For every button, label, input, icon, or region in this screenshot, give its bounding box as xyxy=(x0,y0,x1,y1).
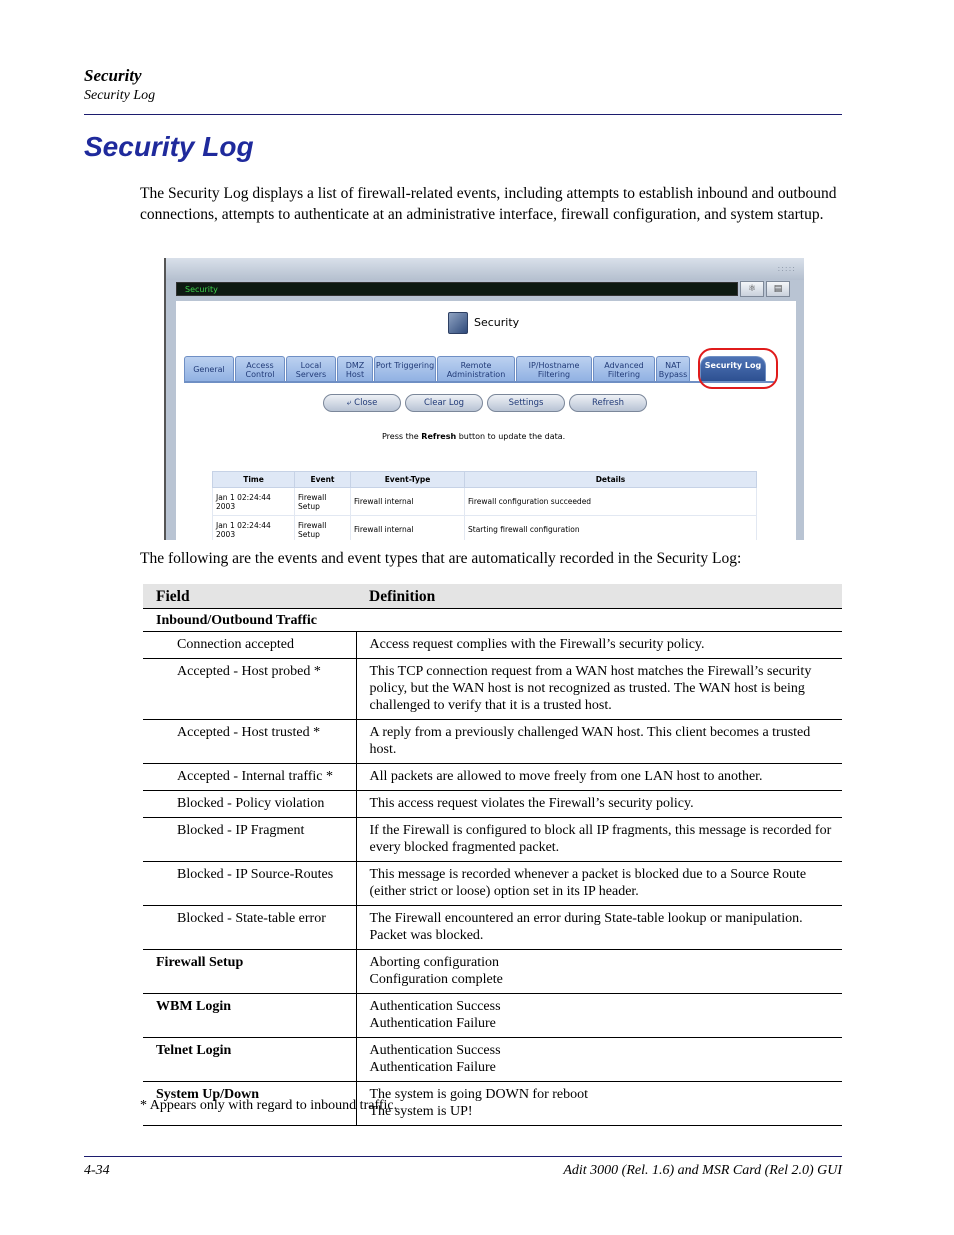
definition-cell: A reply from a previously challenged WAN host. This client becomes a trusted host. xyxy=(356,719,842,763)
table-row xyxy=(143,949,842,993)
definition-line: Authentication Success xyxy=(369,998,501,1014)
tab-access-control[interactable]: Access Control xyxy=(235,356,285,382)
definition-cell: All packets are allowed to move freely from one LAN host to another. xyxy=(356,763,842,790)
security-icon xyxy=(448,312,468,334)
grip-icon: ::::: xyxy=(777,264,796,273)
close-button-label: Close xyxy=(354,398,378,408)
field-cell: Accepted - Host probed * xyxy=(143,658,356,719)
definition-cell: This message is recorded whenever a packet is blocked due to a Source Route (either strict or loose) option set in its IP header. xyxy=(356,861,842,905)
table-row xyxy=(143,608,842,631)
running-header-section: Security xyxy=(84,66,142,85)
hint-text-2: button to update the data. xyxy=(456,432,566,441)
close-button[interactable]: ⤶ Close xyxy=(323,394,401,412)
definition-line: The system is UP! xyxy=(369,1103,473,1119)
table-row xyxy=(143,658,842,719)
log-cell-event: Firewall Setup xyxy=(295,516,351,541)
log-cell-event-type: Firewall internal xyxy=(351,516,465,541)
field-cell: Firewall Setup xyxy=(143,949,356,993)
screenshot-heading-label: Security xyxy=(474,316,520,329)
document-title: Adit 3000 (Rel. 1.6) and MSR Card (Rel 2.0) GUI xyxy=(563,1163,842,1178)
window-frame-top xyxy=(166,258,804,280)
log-row xyxy=(213,516,757,541)
field-cell: Blocked - IP Source-Routes xyxy=(143,861,356,905)
footer-rule xyxy=(84,1156,842,1157)
definition-cell xyxy=(356,1081,842,1125)
window-title: Security xyxy=(185,285,218,294)
tab-nat-bypass[interactable]: NAT Bypass xyxy=(656,356,690,382)
definition-line: The system is going DOWN for reboot xyxy=(369,1086,589,1102)
field-cell: Blocked - IP Fragment xyxy=(143,817,356,861)
definition-cell xyxy=(356,1037,842,1081)
col-definition: Definition xyxy=(356,584,842,608)
hint-text-bold: Refresh xyxy=(421,432,457,441)
field-cell: Accepted - Internal traffic * xyxy=(143,763,356,790)
tab-general[interactable]: General xyxy=(184,356,234,382)
log-cell-event-type: Firewall internal xyxy=(351,488,465,516)
tab-ip-hostname-filtering[interactable]: IP/Hostname Filtering xyxy=(516,356,592,382)
tab-security-log[interactable]: Security Log xyxy=(700,356,766,382)
page-number: 4-34 xyxy=(84,1163,110,1178)
refresh-hint xyxy=(382,432,565,441)
log-cell-details: Firewall configuration succeeded xyxy=(465,488,757,516)
refresh-button[interactable]: Refresh xyxy=(569,394,647,412)
network-map-icon[interactable]: ⚛ xyxy=(740,281,764,297)
definition-cell: Access request complies with the Firewall’s security policy. xyxy=(356,631,842,658)
definition-cell: This access request violates the Firewall’s security policy. xyxy=(356,790,842,817)
definition-line: Authentication Success xyxy=(369,1042,501,1058)
table-row xyxy=(143,763,842,790)
page-title: Security Log xyxy=(84,131,254,162)
definition-cell: This TCP connection request from a WAN host matches the Firewall’s security policy, but the WAN host is not recognized as trusted. The WAN host is being challenged to verify that it is a trusted host. xyxy=(356,658,842,719)
definition-cell: The Firewall encountered an error during State-table lookup or manipulation. Packet was blocked. xyxy=(356,905,842,949)
definition-line: Configuration complete xyxy=(369,971,503,987)
screenshot-heading xyxy=(448,311,519,335)
field-cell: Accepted - Host trusted * xyxy=(143,719,356,763)
field-cell: WBM Login xyxy=(143,993,356,1037)
col-field: Field xyxy=(143,584,356,608)
definition-cell xyxy=(356,949,842,993)
window-title-bar xyxy=(176,282,738,296)
group-heading: Inbound/Outbound Traffic xyxy=(143,608,842,631)
log-cell-time: Jan 1 02:24:44 2003 xyxy=(213,516,295,541)
definition-cell xyxy=(356,993,842,1037)
table-row xyxy=(143,817,842,861)
field-cell: Blocked - Policy violation xyxy=(143,790,356,817)
hint-text-1: Press the xyxy=(382,432,422,441)
clear-log-button[interactable]: Clear Log xyxy=(405,394,483,412)
header-rule xyxy=(84,114,842,115)
log-table xyxy=(212,471,757,540)
field-cell: Blocked - State-table error xyxy=(143,905,356,949)
table-row xyxy=(143,861,842,905)
field-cell: Telnet Login xyxy=(143,1037,356,1081)
tab-dmz-host[interactable]: DMZ Host xyxy=(337,356,373,382)
log-cell-time: Jan 1 02:24:44 2003 xyxy=(213,488,295,516)
menu-icon[interactable]: ▤ xyxy=(766,281,790,297)
table-row xyxy=(143,790,842,817)
events-table-header xyxy=(143,584,842,608)
events-table xyxy=(143,584,842,1126)
tab-baseline xyxy=(184,381,774,383)
events-intro: The following are the events and event types that are automatically recorded in the Security Log: xyxy=(140,550,742,567)
definition-line: Authentication Failure xyxy=(369,1059,496,1075)
log-table-header xyxy=(213,472,757,488)
screenshot-body xyxy=(176,301,796,540)
settings-button[interactable]: Settings xyxy=(487,394,565,412)
definition-cell: If the Firewall is configured to block all IP fragments, this message is recorded for every blocked fragmented packet. xyxy=(356,817,842,861)
security-log-screenshot xyxy=(164,258,804,540)
log-col-event-type: Event-Type xyxy=(351,472,465,488)
definition-line: Authentication Failure xyxy=(369,1015,496,1031)
highlight-circle xyxy=(698,348,778,389)
table-row xyxy=(143,993,842,1037)
definition-line: Aborting configuration xyxy=(369,954,499,970)
table-row xyxy=(143,631,842,658)
log-row xyxy=(213,488,757,516)
log-col-details: Details xyxy=(465,472,757,488)
table-row xyxy=(143,1037,842,1081)
running-header-subsection: Security Log xyxy=(84,88,156,103)
intro-paragraph: The Security Log displays a list of firewall-related events, including attempts to establish inbound and outbound connections, attempts to authenticate at an administrative interface, firewall configuration, and system startup. xyxy=(140,185,837,223)
table-row xyxy=(143,719,842,763)
tab-remote-administration[interactable]: Remote Administration xyxy=(437,356,515,382)
tab-advanced-filtering[interactable]: Advanced Filtering xyxy=(593,356,655,382)
table-row xyxy=(143,905,842,949)
log-cell-details: Starting firewall configuration xyxy=(465,516,757,541)
log-col-event: Event xyxy=(295,472,351,488)
log-cell-event: Firewall Setup xyxy=(295,488,351,516)
field-cell: System Up/Down xyxy=(143,1081,356,1125)
tab-local-servers[interactable]: Local Servers xyxy=(286,356,336,382)
tab-port-triggering[interactable]: Port Triggering xyxy=(374,356,436,382)
footnote: * Appears only with regard to inbound traffic. xyxy=(140,1098,398,1113)
log-col-time: Time xyxy=(213,472,295,488)
field-cell: Connection accepted xyxy=(143,631,356,658)
